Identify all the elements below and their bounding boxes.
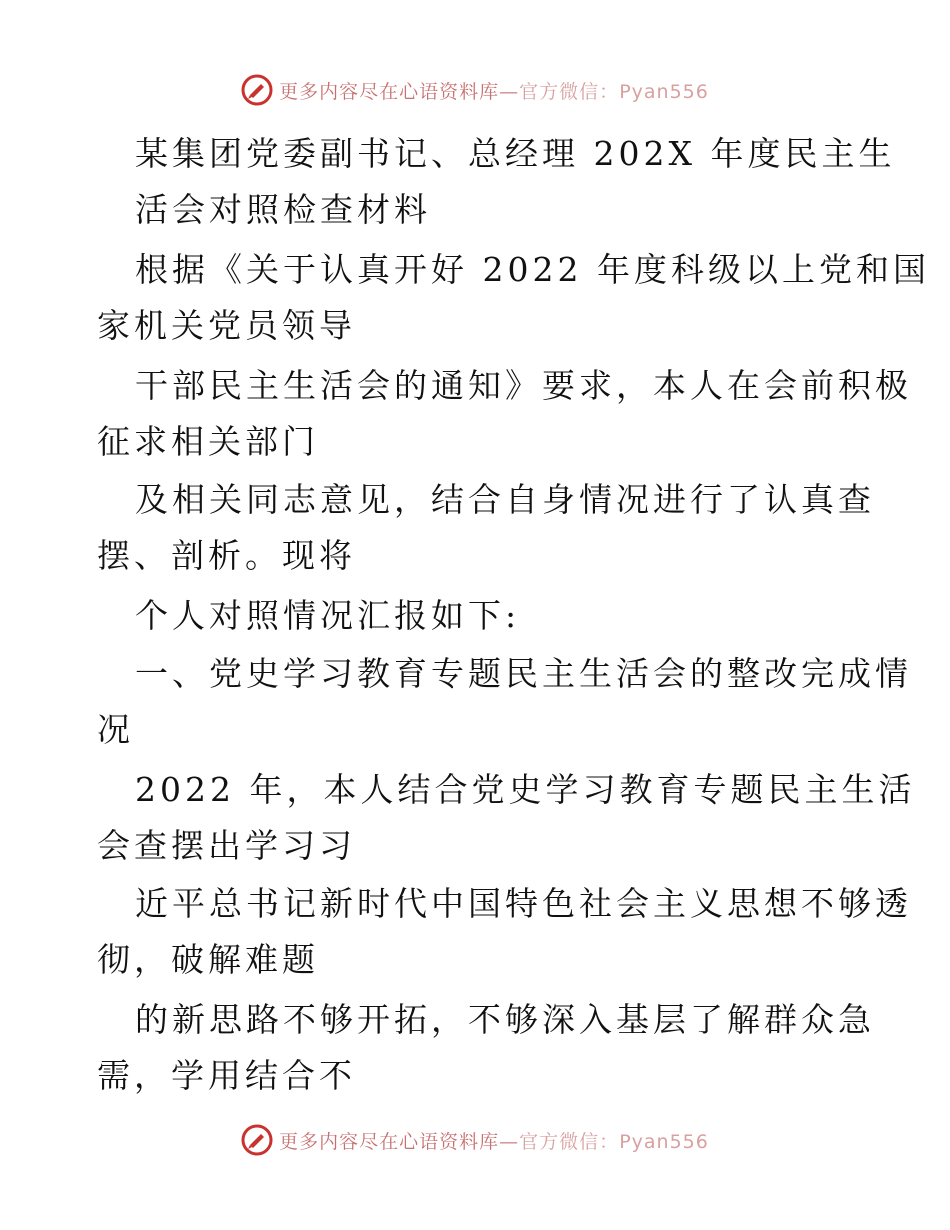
- paragraph-line: 彻，破解难题: [97, 940, 319, 979]
- watermark-text: 更多内容尽在心语资料库—官方微信：Pyan556: [279, 1130, 709, 1153]
- section-heading-line-1: 一、党史学习教育专题民主生活会的整改完成情: [135, 654, 912, 693]
- paragraph-line: 征求相关部门: [97, 422, 319, 461]
- paragraph-line: 干部民主生活会的通知》要求，本人在会前积极: [135, 366, 912, 405]
- document-title-line-2: 活会对照检查材料: [135, 190, 431, 229]
- paragraph-line: 个人对照情况汇报如下:: [135, 596, 521, 635]
- watermark-banner-top: [0, 70, 950, 110]
- section-heading-line-2: 况: [97, 710, 134, 749]
- paragraph-line: 家机关党员领导: [97, 306, 356, 345]
- document-title-line-1: 某集团党委副书记、总经理 202X 年度民主生: [135, 134, 896, 173]
- red-seal-logo-icon: [241, 74, 273, 106]
- paragraph-line: 会查摆出学习习: [97, 826, 356, 865]
- paragraph-line: 及相关同志意见，结合自身情况进行了认真查: [135, 480, 875, 519]
- watermark-banner-bottom: [0, 1120, 950, 1160]
- paragraph-line: 近平总书记新时代中国特色社会主义思想不够透: [135, 884, 912, 923]
- watermark-text: 更多内容尽在心语资料库—官方微信：Pyan556: [279, 80, 709, 103]
- red-seal-logo-icon: [241, 1124, 273, 1156]
- paragraph-line: 2022 年，本人结合党史学习教育专题民主生活: [135, 770, 916, 809]
- paragraph-line: 根据《关于认真开好 2022 年度科级以上党和国: [135, 250, 930, 289]
- paragraph-line: 的新思路不够开拓，不够深入基层了解群众急: [135, 1000, 875, 1039]
- paragraph-line: 摆、剖析。现将: [97, 536, 356, 575]
- paragraph-line: 需，学用结合不: [97, 1056, 356, 1095]
